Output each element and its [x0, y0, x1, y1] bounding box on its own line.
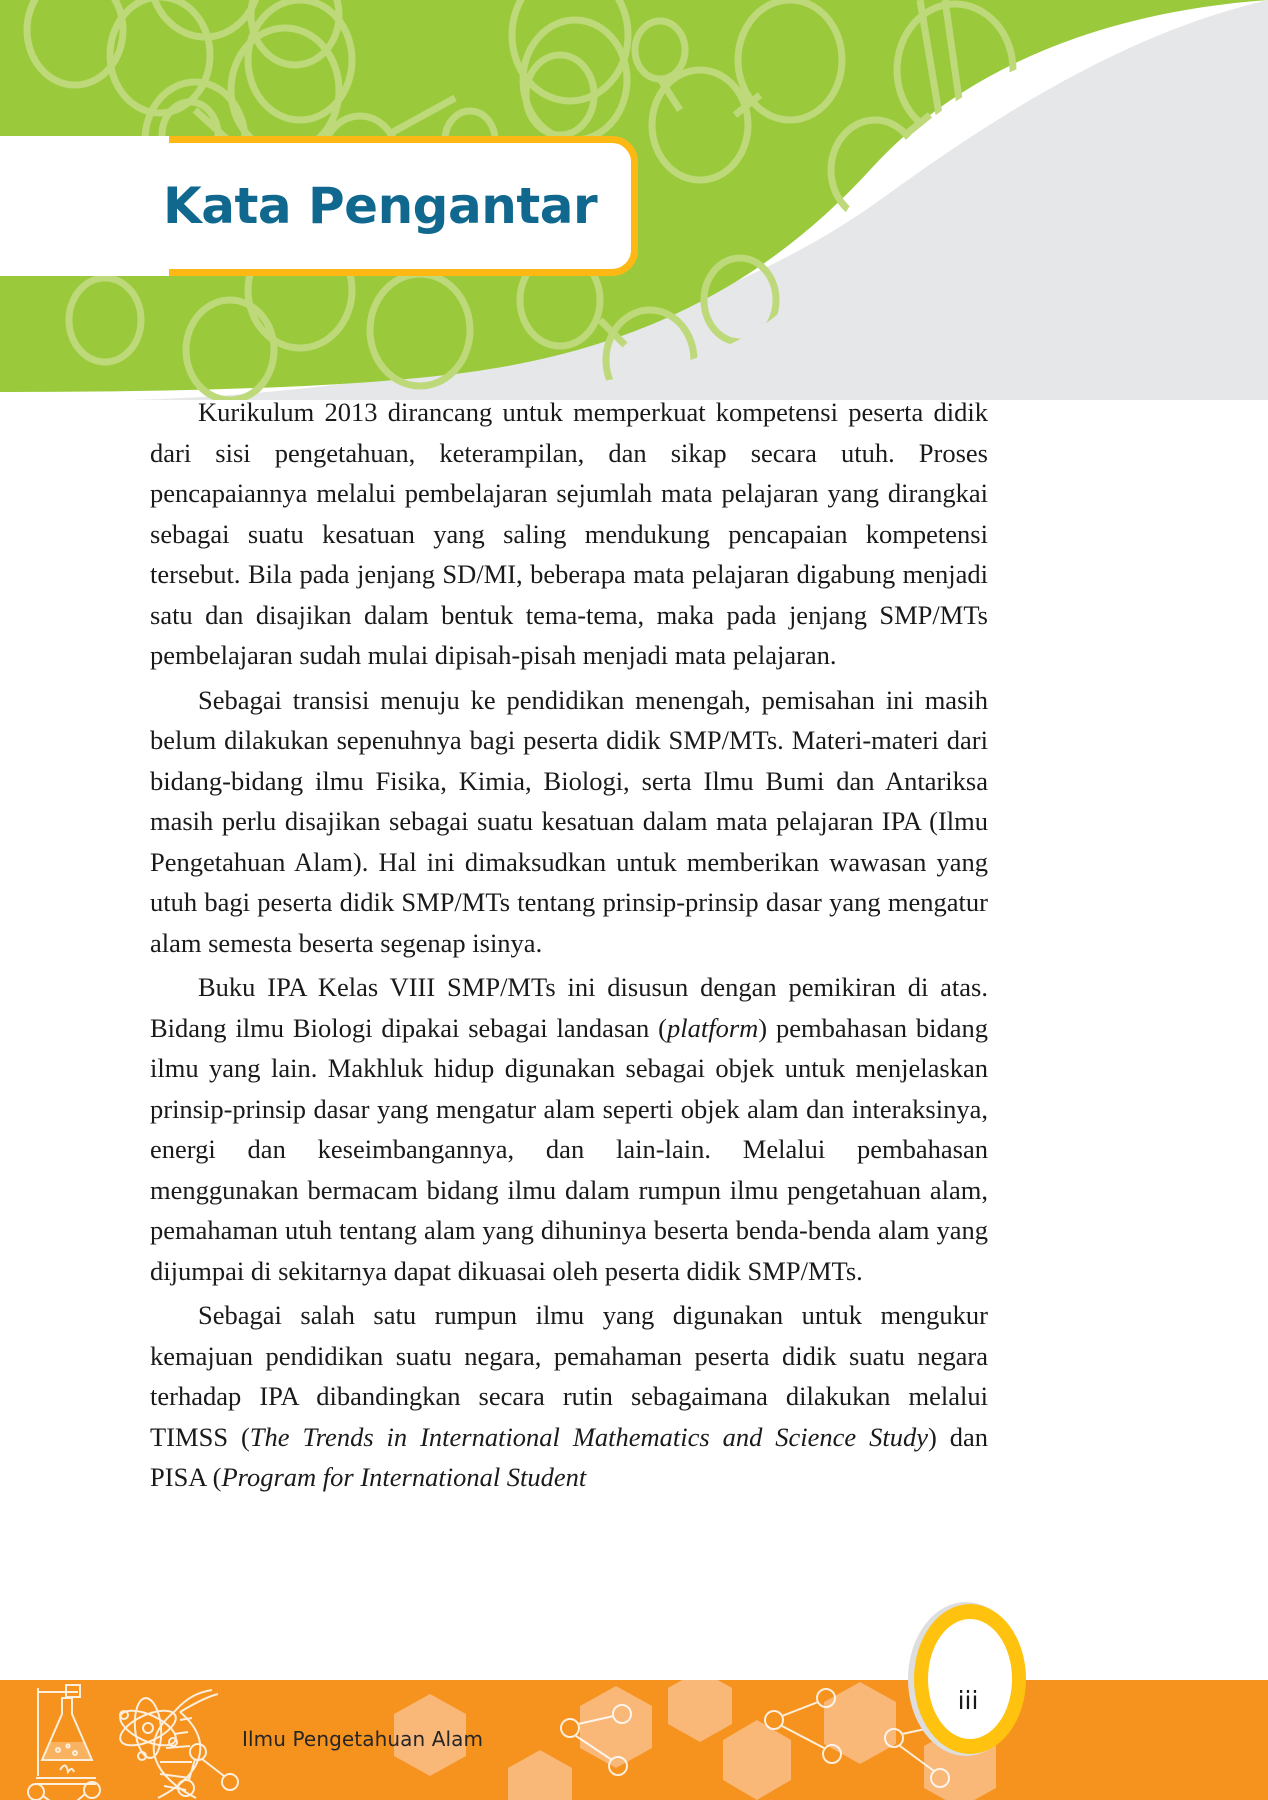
italic-term: platform: [666, 1012, 759, 1043]
page-title: Kata Pengantar: [163, 177, 598, 235]
page-title-plate: [0, 136, 638, 276]
italic-term: Program for International Student: [221, 1462, 587, 1492]
text-run: Sebagai transisi menuju ke pendidikan menengah, pemisahan ini masih belum dilakukan sepenuhnya bagi peserta didik SMP/MTs. Materi-materi dari bidang-bidang ilmu Fisika, Kimia, Biologi, serta Ilmu Bumi dan Antariksa masih perlu disajikan sebagai suatu kesatuan dalam mata pelajaran IPA (Ilmu Pengetahuan Alam). Hal ini dimaksudkan untuk memberikan wawasan yang utuh bagi peserta didik SMP/MTs tentang prinsip-prinsip dasar yang mengatur alam semesta beserta segenap isinya.: [150, 684, 988, 958]
italic-term: The Trends in International Mathematics and Science Study: [249, 1421, 928, 1452]
footer-subject-label: Ilmu Pengetahuan Alam: [242, 1727, 484, 1751]
plate-left-mask: [0, 136, 169, 276]
text-run: Kurikulum 2013 dirancang untuk memperkuat kompetensi peserta didik dari sisi pengetahuan, keterampilan, dan sikap secara utuh. Proses pencapaiannya melalui pembelajaran sejumlah mata pelajaran yang dirangkai sebagai suatu kesatuan yang saling mendukung pencapaian kompetensi tersebut. Bila pada jenjang SD/MI, beberapa mata pelajaran digabung menjadi satu dan disajikan dalam bentuk tema-tema, maka pada jenjang SMP/MTs pembelajaran sudah mulai dipisah-pisah menjadi mata pelajaran.: [150, 397, 988, 670]
text-run: Buku IPA Kelas VIII SMP/MTs ini disusun dengan pemikiran di atas. Bidang ilmu Biologi dipakai sebagai landasan (: [150, 972, 988, 1043]
body-paragraph: [150, 392, 988, 676]
page-number-badge: [908, 1602, 1028, 1756]
body-paragraph: [150, 1295, 988, 1498]
body-paragraph: [150, 680, 988, 964]
page-header-banner: [0, 0, 1268, 400]
text-run: Sebagai salah satu rumpun ilmu yang digunakan untuk mengukur kemajuan pendidikan suatu negara, pemahaman peserta didik suatu negara terhadap IPA dibandingkan secara rutin sebagaimana dilakukan melalui TIMSS (: [150, 1300, 988, 1452]
text-run: ) dan PISA (: [150, 1421, 988, 1492]
page-number: iii: [957, 1685, 979, 1715]
body-paragraph: [150, 967, 988, 1291]
page-footer: [0, 1680, 1268, 1800]
text-run: ) pembahasan bidang ilmu yang lain. Makhluk hidup digunakan sebagai objek untuk menjelaskan prinsip-prinsip dasar yang mengatur alam seperti objek alam dan interaksinya, energi dan keseimbangannya, dan lain-lain. Melalui pembahasan menggunakan bermacam bidang ilmu dalam rumpun ilmu pengetahuan alam, pemahaman utuh tentang alam yang dihuninya beserta benda-benda alam yang dijumpai di sekitarnya dapat dikuasai oleh peserta didik SMP/MTs.: [150, 1012, 988, 1286]
footer-decoration: [0, 1680, 1268, 1800]
body-content: [150, 392, 988, 1502]
